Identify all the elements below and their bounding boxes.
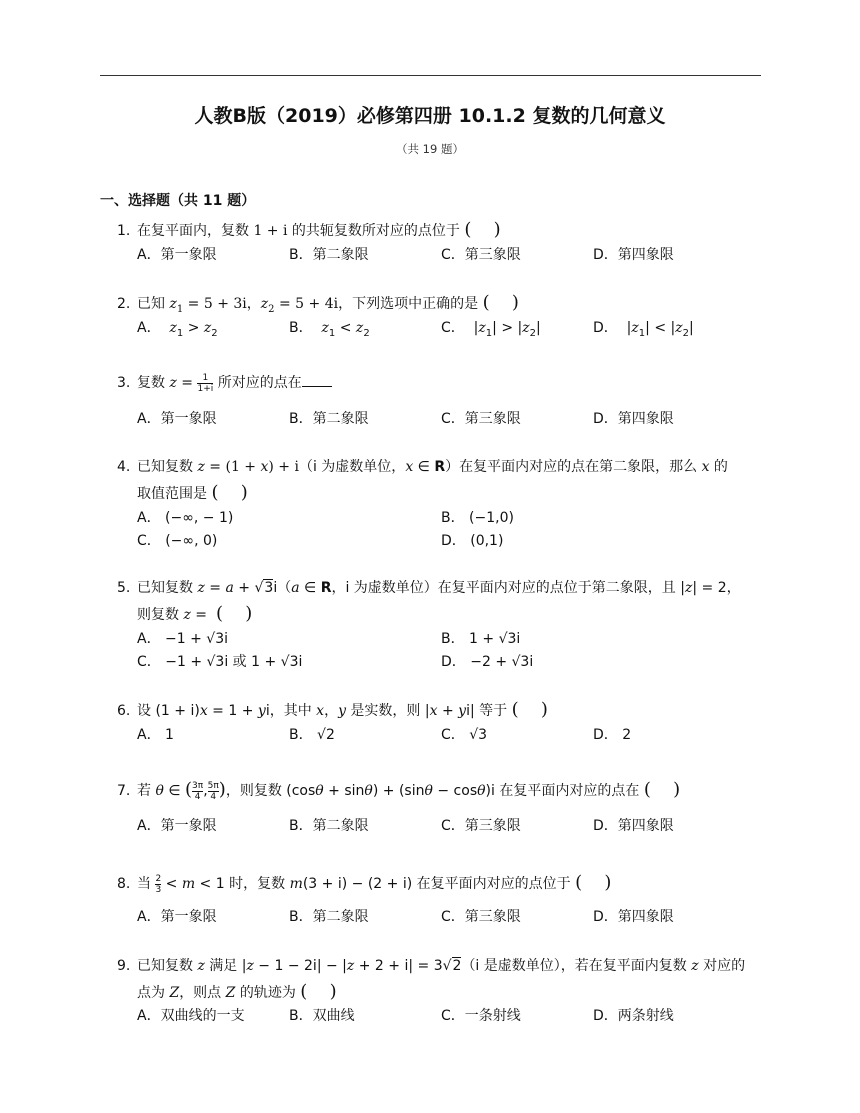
- option-b[interactable]: B．第二象限: [289, 909, 369, 925]
- question-stem: 3. 复数 z = $\frac{1}{1+i}$ 所对应的点在: [117, 371, 332, 395]
- option-d[interactable]: D．第四象限: [593, 247, 674, 263]
- page-subtitle: （共 19 题）: [396, 142, 464, 156]
- question-stem-cont: 则复数 z = ( ): [137, 603, 253, 624]
- option-d[interactable]: D． 2: [593, 727, 632, 743]
- section-title: 一、选择题（共 11 题）: [100, 193, 256, 209]
- question-stem: 6. 设 (1 + i)x = 1 + yi，其中 x，y 是实数，则 |x + yi| 等于 ( ): [117, 698, 548, 723]
- option-c[interactable]: C．第三象限: [441, 411, 521, 427]
- answer-blank[interactable]: [302, 372, 332, 387]
- option-d[interactable]: D．第四象限: [593, 909, 674, 925]
- option-b[interactable]: B．双曲线: [289, 1008, 355, 1024]
- question-stem: 7. 若 θ ∈ ( $\frac{3\pi}{4}$ , $\frac{5\pi}{4}$ )，则复数 (cosθ + sinθ) + (sinθ − cosθ)i 在复平面内对应的点在 ( ): [117, 779, 681, 802]
- option-d[interactable]: D． (0,1): [441, 533, 504, 549]
- question-number: 6.: [117, 703, 131, 719]
- question-stem: 2. 已知 $z_1 = 5 + 3i$，$z_2 = 5 + 4i$，下列选项中正确的是 ( ): [117, 292, 519, 315]
- option-a[interactable]: A．第一象限: [137, 818, 217, 834]
- option-c[interactable]: C． $|z_1| > |z_2|$: [441, 320, 541, 339]
- question-stem-cont: 点为 Z，则点 Z 的轨迹为 ( ): [137, 981, 337, 1002]
- option-b[interactable]: B． $z_1 < z_2$: [289, 320, 370, 339]
- question-stem-cont: 取值范围是 ( ): [137, 482, 248, 503]
- fraction: $\frac{1}{1+i}$: [197, 372, 214, 394]
- option-d[interactable]: D． −2 + √3i: [441, 654, 534, 670]
- option-b[interactable]: B． (−1,0): [441, 510, 514, 526]
- question-stem: 8. 当 $\frac{2}{3}$ < m < 1 时，复数 m(3 + i) − (2 + i) 在复平面内对应的点位于 ( ): [117, 872, 612, 895]
- question-stem: 5. 已知复数 z = a + √3i（a ∈ R，i 为虚数单位）在复平面内对应的点位于第二象限，且 |z| = 2，: [117, 576, 762, 600]
- option-c[interactable]: C．第三象限: [441, 818, 521, 834]
- question-number: 3.: [117, 375, 131, 391]
- question-stem: 1. 在复平面内，复数 1 + i 的共轭复数所对应的点位于 ( ): [117, 218, 501, 243]
- option-b[interactable]: B．第二象限: [289, 411, 369, 427]
- option-a[interactable]: A． 1: [137, 727, 174, 743]
- option-b[interactable]: B．第二象限: [289, 818, 369, 834]
- option-c[interactable]: C． (−∞, 0): [137, 533, 218, 549]
- option-a[interactable]: A． (−∞, − 1): [137, 510, 234, 526]
- option-b[interactable]: B． 1 + √3i: [441, 631, 521, 647]
- option-a[interactable]: A．双曲线的一支: [137, 1008, 245, 1024]
- option-a[interactable]: A． −1 + √3i: [137, 631, 229, 647]
- option-d[interactable]: D．两条射线: [593, 1008, 674, 1024]
- option-c[interactable]: C． √3: [441, 727, 488, 743]
- option-c[interactable]: C．一条射线: [441, 1008, 521, 1024]
- option-c[interactable]: C．第三象限: [441, 909, 521, 925]
- option-b[interactable]: B．第二象限: [289, 247, 369, 263]
- page-title: 人教B版（2019）必修第四册 10.1.2 复数的几何意义: [194, 105, 666, 127]
- question-number: 4.: [117, 459, 131, 475]
- question-stem: 9. 已知复数 z 满足 |z − 1 − 2i| − |z + 2 + i| = 3√2（i 是虚数单位），若在复平面内复数 z 对应的: [117, 954, 762, 978]
- option-b[interactable]: B． √2: [289, 727, 335, 743]
- question-number: 9.: [117, 958, 131, 974]
- header-rule: [100, 75, 761, 76]
- option-a[interactable]: A． $z_1 > z_2$: [137, 320, 218, 339]
- option-d[interactable]: D．第四象限: [593, 818, 674, 834]
- question-number: 1.: [117, 223, 131, 239]
- question-number: 2.: [117, 296, 131, 312]
- option-a[interactable]: A．第一象限: [137, 909, 217, 925]
- option-a[interactable]: A．第一象限: [137, 411, 217, 427]
- option-c[interactable]: C．第三象限: [441, 247, 521, 263]
- option-d[interactable]: D． $|z_1| < |z_2|$: [593, 320, 694, 339]
- option-c[interactable]: C． −1 + √3i 或 1 + √3i: [137, 654, 303, 670]
- option-a[interactable]: A．第一象限: [137, 247, 217, 263]
- question-stem: 4. 已知复数 z = (1 + x) + i（i 为虚数单位，x ∈ R）在复平面内对应的点在第二象限，那么 x 的: [117, 455, 762, 479]
- question-number: 7.: [117, 783, 131, 799]
- question-number: 8.: [117, 876, 131, 892]
- question-number: 5.: [117, 580, 131, 596]
- option-d[interactable]: D．第四象限: [593, 411, 674, 427]
